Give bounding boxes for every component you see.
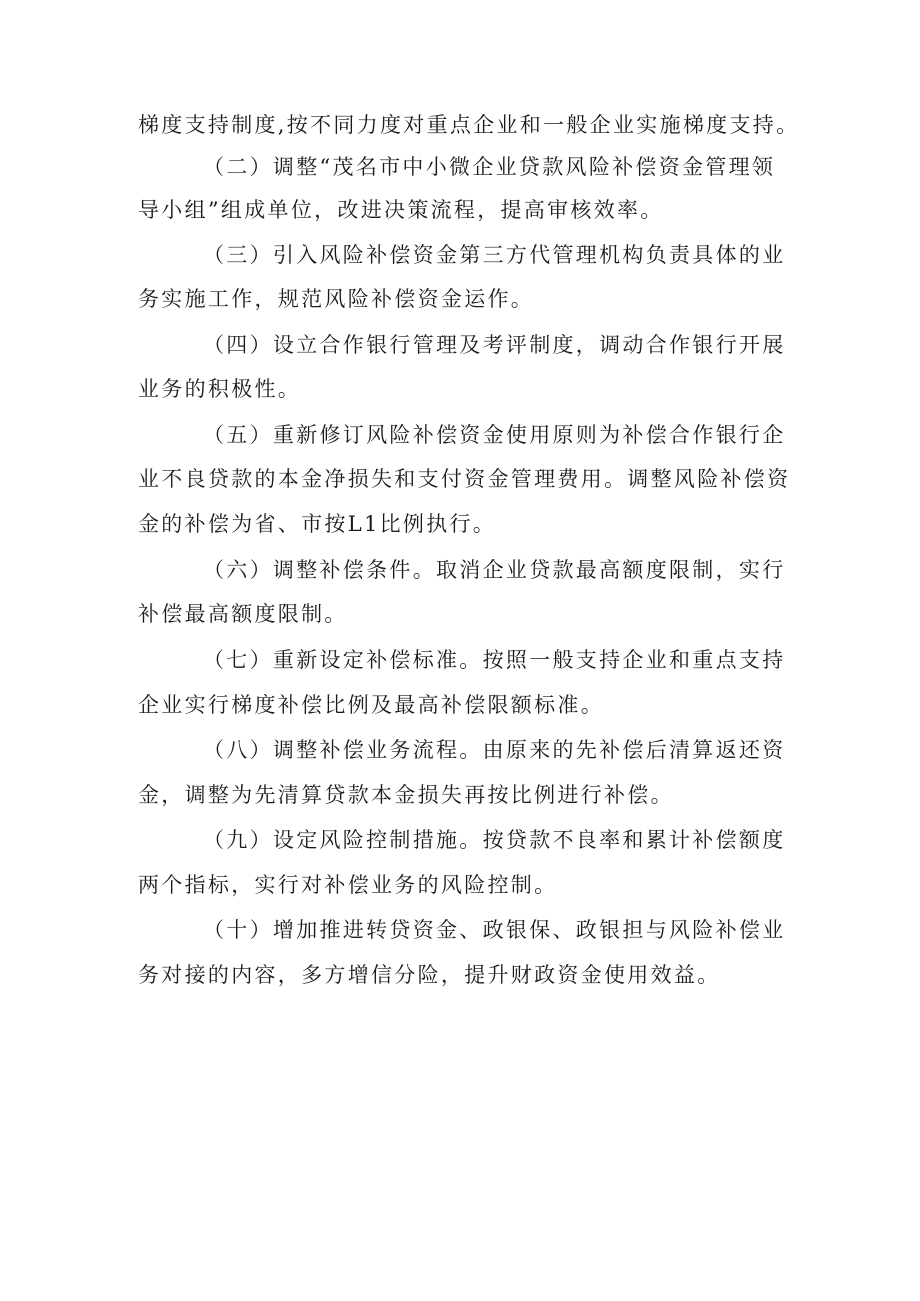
text-line: （九）设定风险控制措施。按贷款不良率和累计补偿额度 <box>203 828 786 852</box>
text-line: （二）调整“茂名市中小微企业贷款风险补偿资金管理领 <box>203 155 776 179</box>
text-line: 企业实行梯度补偿比例及最高补偿限额标准。 <box>138 693 604 717</box>
text-line: 两个指标，实行对补偿业务的风险控制。 <box>138 873 558 897</box>
text-line: （五）重新修订风险补偿资金使用原则为补偿合作银行企 <box>203 423 786 447</box>
text-line: 务实施工作，规范风险补偿资金运作。 <box>138 287 535 311</box>
text-line: （十）增加推进转贷资金、政银保、政银担与风险补偿业 <box>203 918 786 942</box>
text-line: 梯度支持制度,按不同力度对重点企业和一般企业实施梯度支持。 <box>138 113 800 137</box>
text-line: （六）调整补偿条件。取消企业贷款最高额度限制，实行 <box>203 558 786 582</box>
text-line: （四）设立合作银行管理及考评制度，调动合作银行开展 <box>203 333 786 357</box>
text-line: 补偿最高额度限制。 <box>138 602 348 626</box>
text-line: 导小组”组成单位，改进决策流程，提高审核效率。 <box>138 198 664 222</box>
text-line: 金的补偿为省、市按L1比例执行。 <box>138 512 497 536</box>
text-line: 业不良贷款的本金净损失和支付资金管理费用。调整风险补偿资 <box>138 467 791 491</box>
text-line: （三）引入风险补偿资金第三方代管理机构负责具体的业 <box>203 243 786 267</box>
text-line: 务对接的内容，多方增信分险，提升财政资金使用效益。 <box>138 963 721 987</box>
text-line: （七）重新设定补偿标准。按照一般支持企业和重点支持 <box>203 648 786 672</box>
text-line: （八）调整补偿业务流程。由原来的先补偿后清算返还资 <box>203 738 786 762</box>
text-line: 金，调整为先清算贷款本金损失再按比例进行补偿。 <box>138 783 674 807</box>
text-line: 业务的积极性。 <box>138 377 302 401</box>
